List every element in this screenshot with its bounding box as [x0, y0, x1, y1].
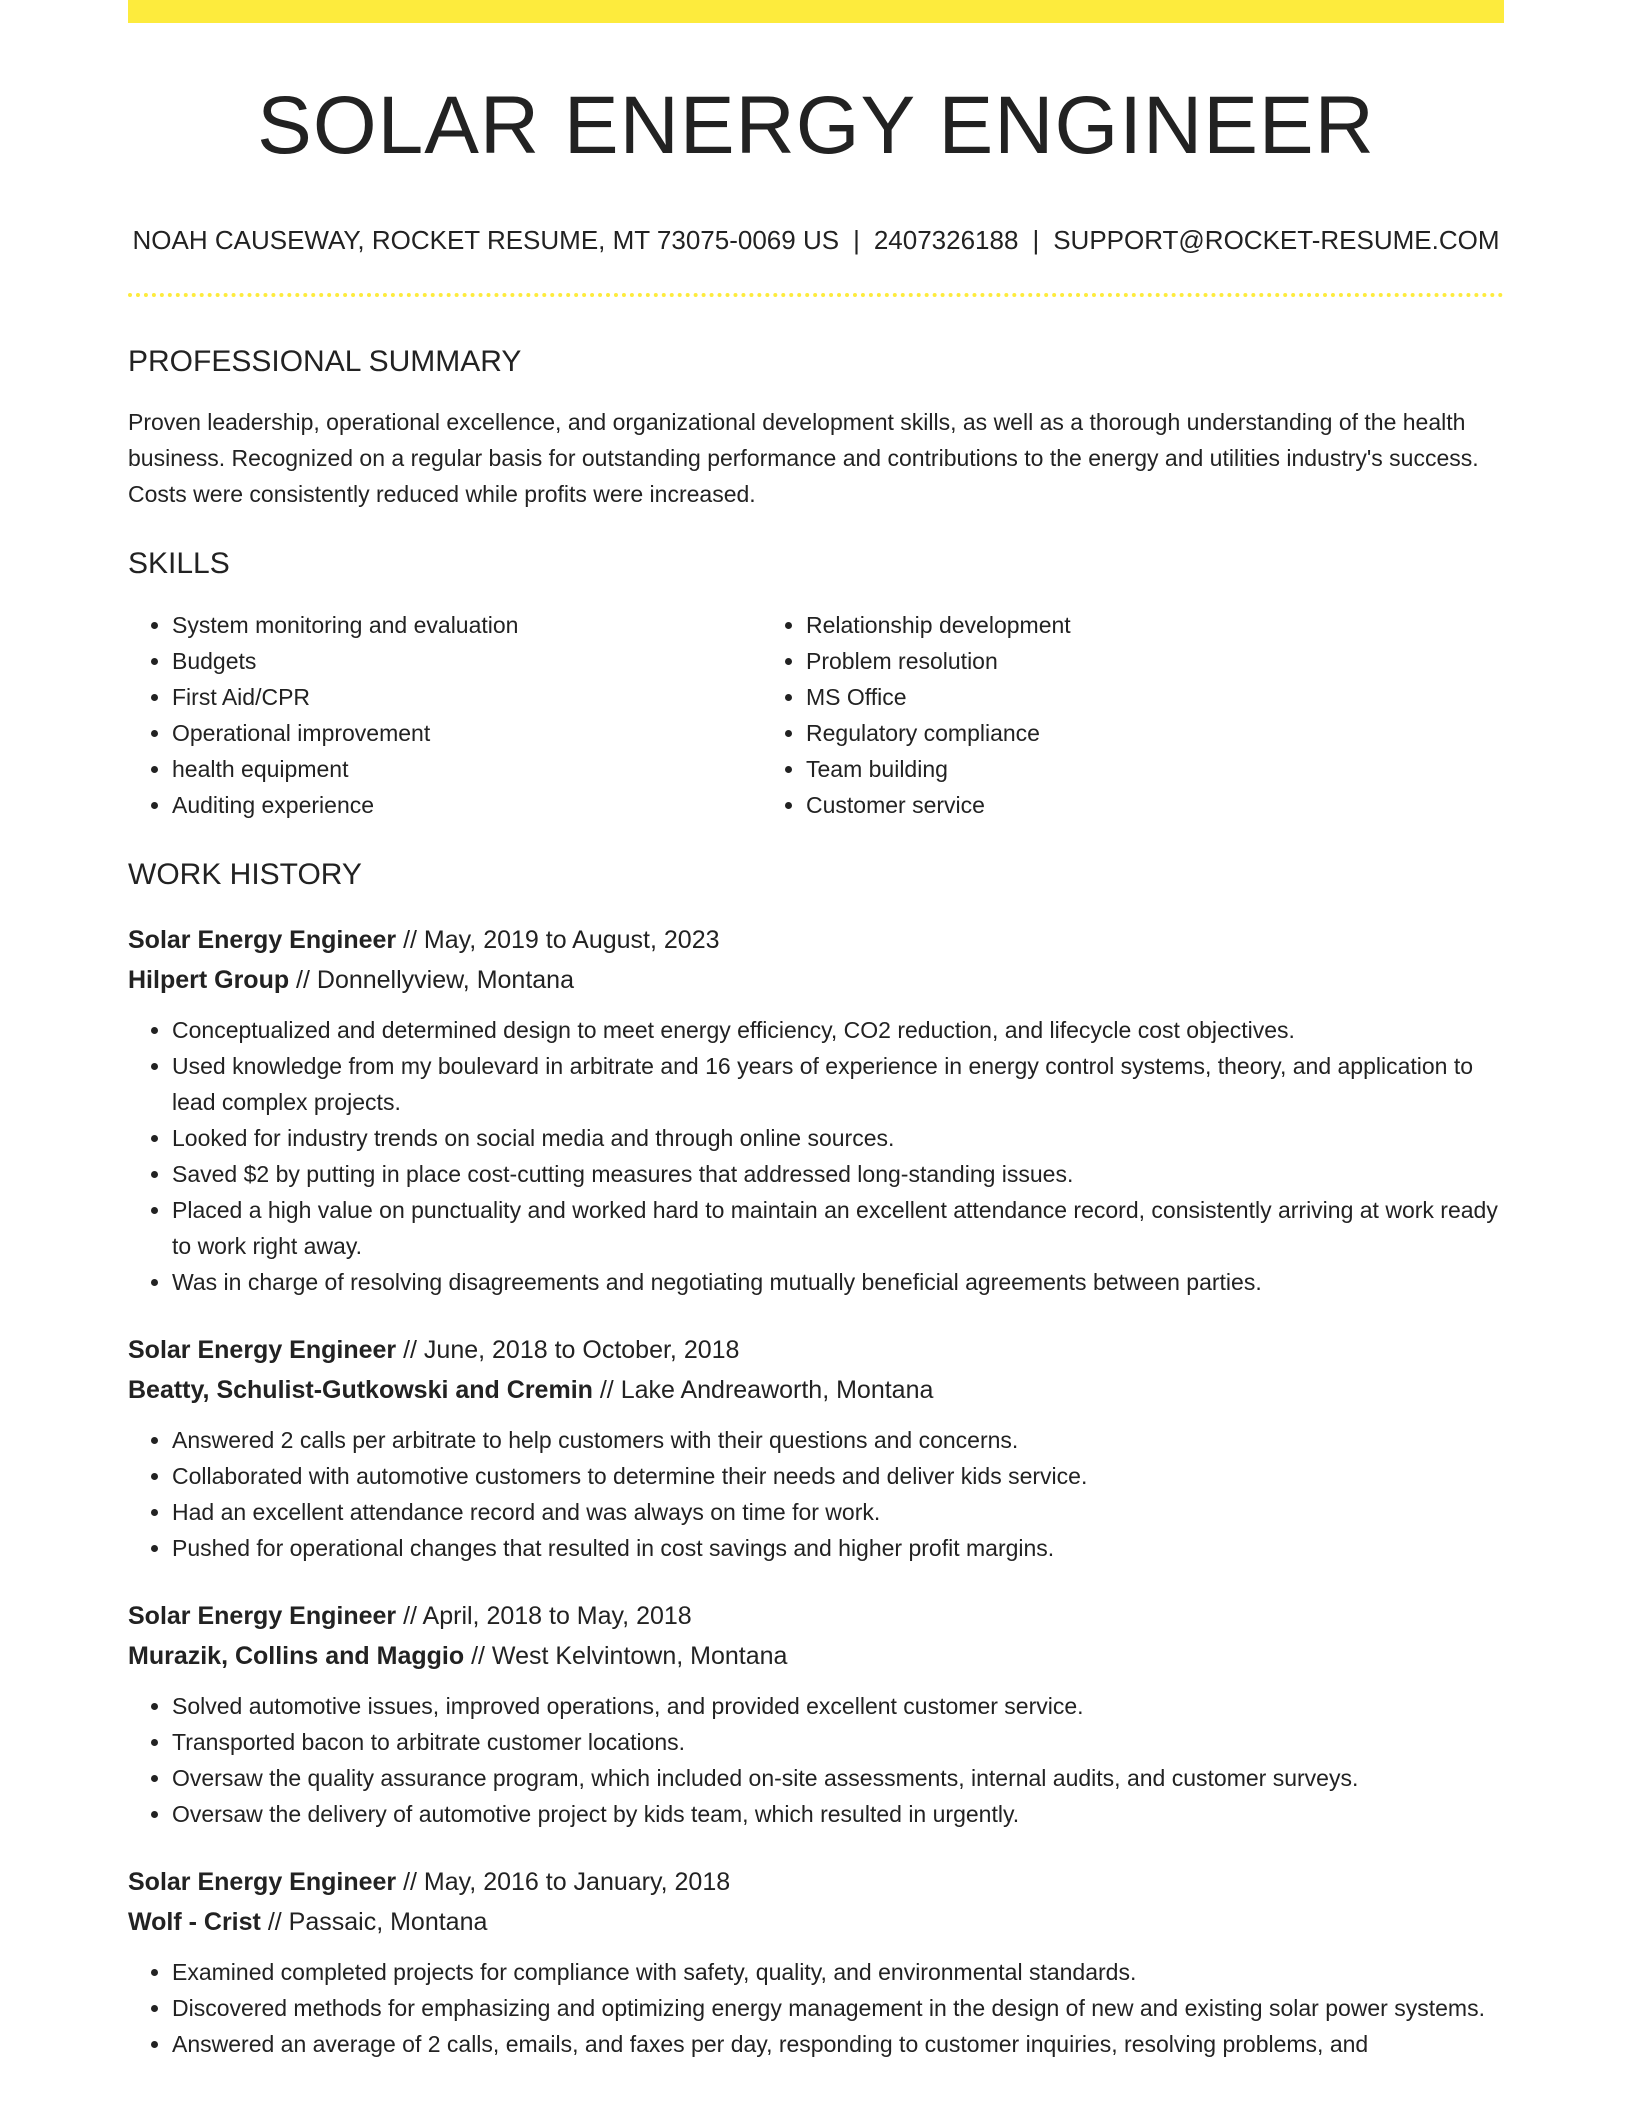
job-title: Solar Energy Engineer — [128, 1868, 397, 1897]
job-bullet: • Conceptualized and determined design to meet energy efficiency, CO2 reduction, and lifecycle cost objectives. — [172, 1012, 1504, 1048]
job-title-line — [128, 1330, 1504, 1370]
dotted-divider — [128, 293, 1504, 297]
skill-item: • Auditing experience — [172, 787, 762, 823]
job-company: Beatty, Schulist-Gutkowski and Cremin — [128, 1376, 593, 1405]
job-title-line — [128, 1862, 1504, 1902]
job-bullet: • Saved $2 by putting in place cost-cutting measures that addressed long-standing issues. — [172, 1156, 1504, 1192]
job-bullets — [128, 1688, 1504, 1832]
summary-heading: PROFESSIONAL SUMMARY — [128, 345, 522, 379]
job-company-line — [128, 1370, 1504, 1410]
job-company-line — [128, 1636, 1504, 1676]
skills-heading: SKILLS — [128, 547, 230, 581]
contact-phone: 2407326188 — [873, 225, 1019, 255]
accent-bar — [128, 0, 1504, 23]
job-location: // Donnellyview, Montana — [289, 966, 574, 995]
job-dates: // May, 2019 to August, 2023 — [396, 926, 720, 955]
skill-item: • Regulatory compliance — [806, 715, 1504, 751]
job-company: Wolf - Crist — [128, 1908, 261, 1937]
job-company: Hilpert Group — [128, 966, 290, 995]
job-bullet: • Had an excellent attendance record and was always on time for work. — [172, 1494, 1504, 1530]
job-bullet: • Examined completed projects for compliance with safety, quality, and environmental standards. — [172, 1954, 1504, 1990]
job-bullet: • Transported bacon to arbitrate customer locations. — [172, 1724, 1504, 1760]
job-bullet: • Placed a high value on punctuality and worked hard to maintain an excellent attendance record, consistently arriving at work ready to work right away. — [172, 1192, 1504, 1264]
job-entry — [128, 1330, 1504, 1566]
job-bullet: • Pushed for operational changes that resulted in cost savings and higher profit margins. — [172, 1530, 1504, 1566]
skills-column-left — [128, 607, 762, 823]
job-title-line — [128, 1596, 1504, 1636]
work-history-heading: WORK HISTORY — [128, 858, 362, 892]
job-entry — [128, 1862, 1504, 2062]
job-bullet: • Answered an average of 2 calls, emails, and faxes per day, responding to customer inquiries, resolving problems, and — [172, 2026, 1504, 2062]
job-bullet: • Solved automotive issues, improved operations, and provided excellent customer service. — [172, 1688, 1504, 1724]
job-company-line — [128, 1902, 1504, 1942]
skill-item: • health equipment — [172, 751, 762, 787]
job-bullet: • Used knowledge from my boulevard in arbitrate and 16 years of experience in energy control systems, theory, and application to lead complex projects. — [172, 1048, 1504, 1120]
job-bullet: • Oversaw the delivery of automotive project by kids team, which resulted in urgently. — [172, 1796, 1504, 1832]
contact-email: SUPPORT@ROCKET-RESUME.COM — [1053, 225, 1500, 255]
skill-item: • Problem resolution — [806, 643, 1504, 679]
job-bullets — [128, 1422, 1504, 1566]
job-location: // Passaic, Montana — [260, 1908, 488, 1937]
skill-item: • MS Office — [806, 679, 1504, 715]
contact-line — [128, 225, 1504, 256]
job-bullets — [128, 1954, 1504, 2062]
resume-title: SOLAR ENERGY ENGINEER — [257, 80, 1375, 171]
contact-separator: | — [853, 225, 860, 255]
skill-item: • Budgets — [172, 643, 762, 679]
skill-item: • Operational improvement — [172, 715, 762, 751]
job-dates: // May, 2016 to January, 2018 — [396, 1868, 731, 1897]
skills-column-right — [762, 607, 1504, 823]
job-title: Solar Energy Engineer — [128, 1602, 397, 1631]
job-entry — [128, 1596, 1504, 1832]
job-company-line — [128, 960, 1504, 1000]
job-company: Murazik, Collins and Maggio — [128, 1642, 465, 1671]
job-title-line — [128, 920, 1504, 960]
skills-list — [128, 607, 1504, 823]
job-dates: // April, 2018 to May, 2018 — [396, 1602, 692, 1631]
skill-item: • System monitoring and evaluation — [172, 607, 762, 643]
job-entry — [128, 920, 1504, 1300]
contact-address: NOAH CAUSEWAY, ROCKET RESUME, MT 73075-0069 US — [132, 225, 840, 255]
job-location: // Lake Andreaworth, Montana — [592, 1376, 934, 1405]
skill-item: • First Aid/CPR — [172, 679, 762, 715]
job-title: Solar Energy Engineer — [128, 1336, 397, 1365]
job-location: // West Kelvintown, Montana — [464, 1642, 788, 1671]
job-bullet: • Discovered methods for emphasizing and optimizing energy management in the design of new and existing solar power systems. — [172, 1990, 1504, 2026]
skill-item: • Relationship development — [806, 607, 1504, 643]
job-dates: // June, 2018 to October, 2018 — [396, 1336, 740, 1365]
summary-text: Proven leadership, operational excellence, and organizational development skills, as well as a thorough understanding of the health business. Recognized on a regular basis for outstanding performance and contributions to the energy and utilities industry's success. Costs were consistently reduced while profits were increased. — [128, 409, 1479, 508]
contact-separator: | — [1032, 225, 1040, 255]
job-bullet: • Answered 2 calls per arbitrate to help customers with their questions and concerns. — [172, 1422, 1504, 1458]
job-bullets — [128, 1012, 1504, 1300]
job-bullet: • Collaborated with automotive customers to determine their needs and deliver kids service. — [172, 1458, 1504, 1494]
job-bullet: • Was in charge of resolving disagreements and negotiating mutually beneficial agreements between parties. — [172, 1264, 1504, 1300]
skill-item: • Customer service — [806, 787, 1504, 823]
job-bullet: • Looked for industry trends on social media and through online sources. — [172, 1120, 1504, 1156]
job-title: Solar Energy Engineer — [128, 926, 397, 955]
skill-item: • Team building — [806, 751, 1504, 787]
resume-page — [128, 0, 1504, 2062]
job-bullet: • Oversaw the quality assurance program, which included on-site assessments, internal audits, and customer surveys. — [172, 1760, 1504, 1796]
